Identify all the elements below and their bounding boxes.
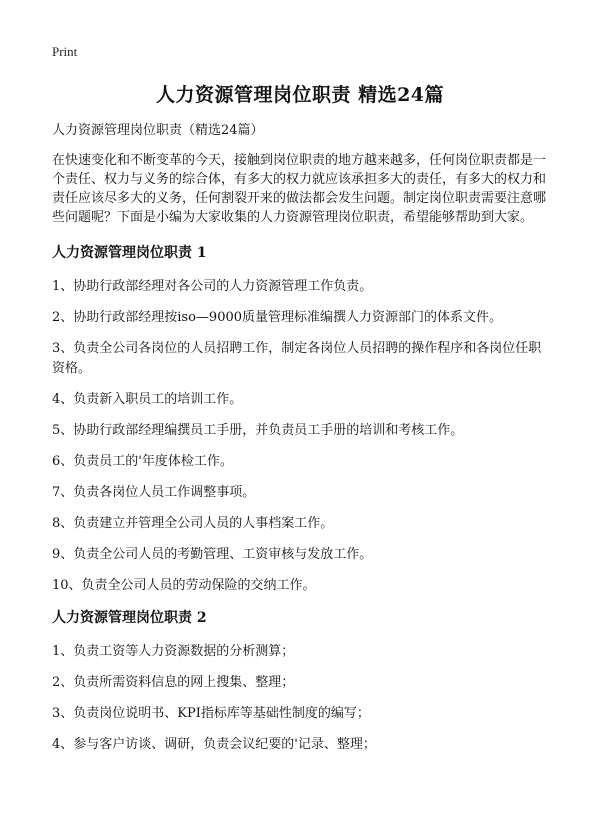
list-item: 9、负责全公司人员的考勤管理、工资审核与发放工作。: [52, 547, 373, 562]
list-item: 5、协助行政部经理编撰员工手册，并负责员工手册的培训和考核工作。: [52, 423, 464, 438]
list-item: 8、负责建立并管理全公司人员的人事档案工作。: [52, 516, 334, 531]
section-2: [52, 608, 552, 755]
section-1: [52, 243, 552, 596]
duty-list: [52, 642, 552, 755]
list-item: 1、负责工资等人力资源数据的分析测算；: [52, 644, 295, 659]
list-item: 2、负责所需资料信息的网上搜集、整理；: [52, 675, 295, 690]
list-item: 3、负责岗位说明书、KPI指标库等基础性制度的编写；: [52, 706, 370, 721]
document-title: 人力资源管理岗位职责 精选24篇: [155, 84, 445, 106]
list-item: 6、负责员工的'年度体检工作。: [52, 454, 233, 469]
intro-paragraph: 在快速变化和不断变革的今天，接触到岗位职责的地方越来越多，任何岗位职责都是一个责任、权力与义务的综合体，有多大的权力就应该承担多大的责任，有多大的权力和责任应该尽多大的义务，任何割裂开来的做法都会发生问题。制定岗位职责需要注意哪些问题呢？下面是小编为大家收集的人力资源管理岗位职责，希望能够帮助到大家。: [52, 153, 547, 225]
print-link[interactable]: Print: [52, 44, 78, 59]
list-item: 4、参与客户访谈、调研，负责会议纪要的'记录、整理；: [52, 737, 376, 752]
list-item: 2、协助行政部经理按iso—9000质量管理标准编撰人力资源部门的体系文件。: [52, 310, 503, 325]
section-heading: 人力资源管理岗位职责 1: [52, 245, 207, 261]
duty-list: [52, 277, 552, 596]
list-item: 1、协助行政部经理对各公司的人力资源管理工作负责。: [52, 279, 373, 294]
list-item: 10、负责全公司人员的劳动保险的交纳工作。: [52, 578, 316, 593]
list-item: 4、负责新入职员工的培训工作。: [52, 392, 243, 407]
section-heading: 人力资源管理岗位职责 2: [52, 610, 207, 626]
document-subtitle: 人力资源管理岗位职责（精选24篇）: [52, 123, 264, 138]
list-item: 3、负责全公司各岗位的人员招聘工作，制定各岗位人员招聘的操作程序和各岗位任职资格。: [52, 341, 542, 376]
document-body: [52, 121, 552, 766]
list-item: 7、负责各岗位人员工作调整事项。: [52, 485, 256, 500]
